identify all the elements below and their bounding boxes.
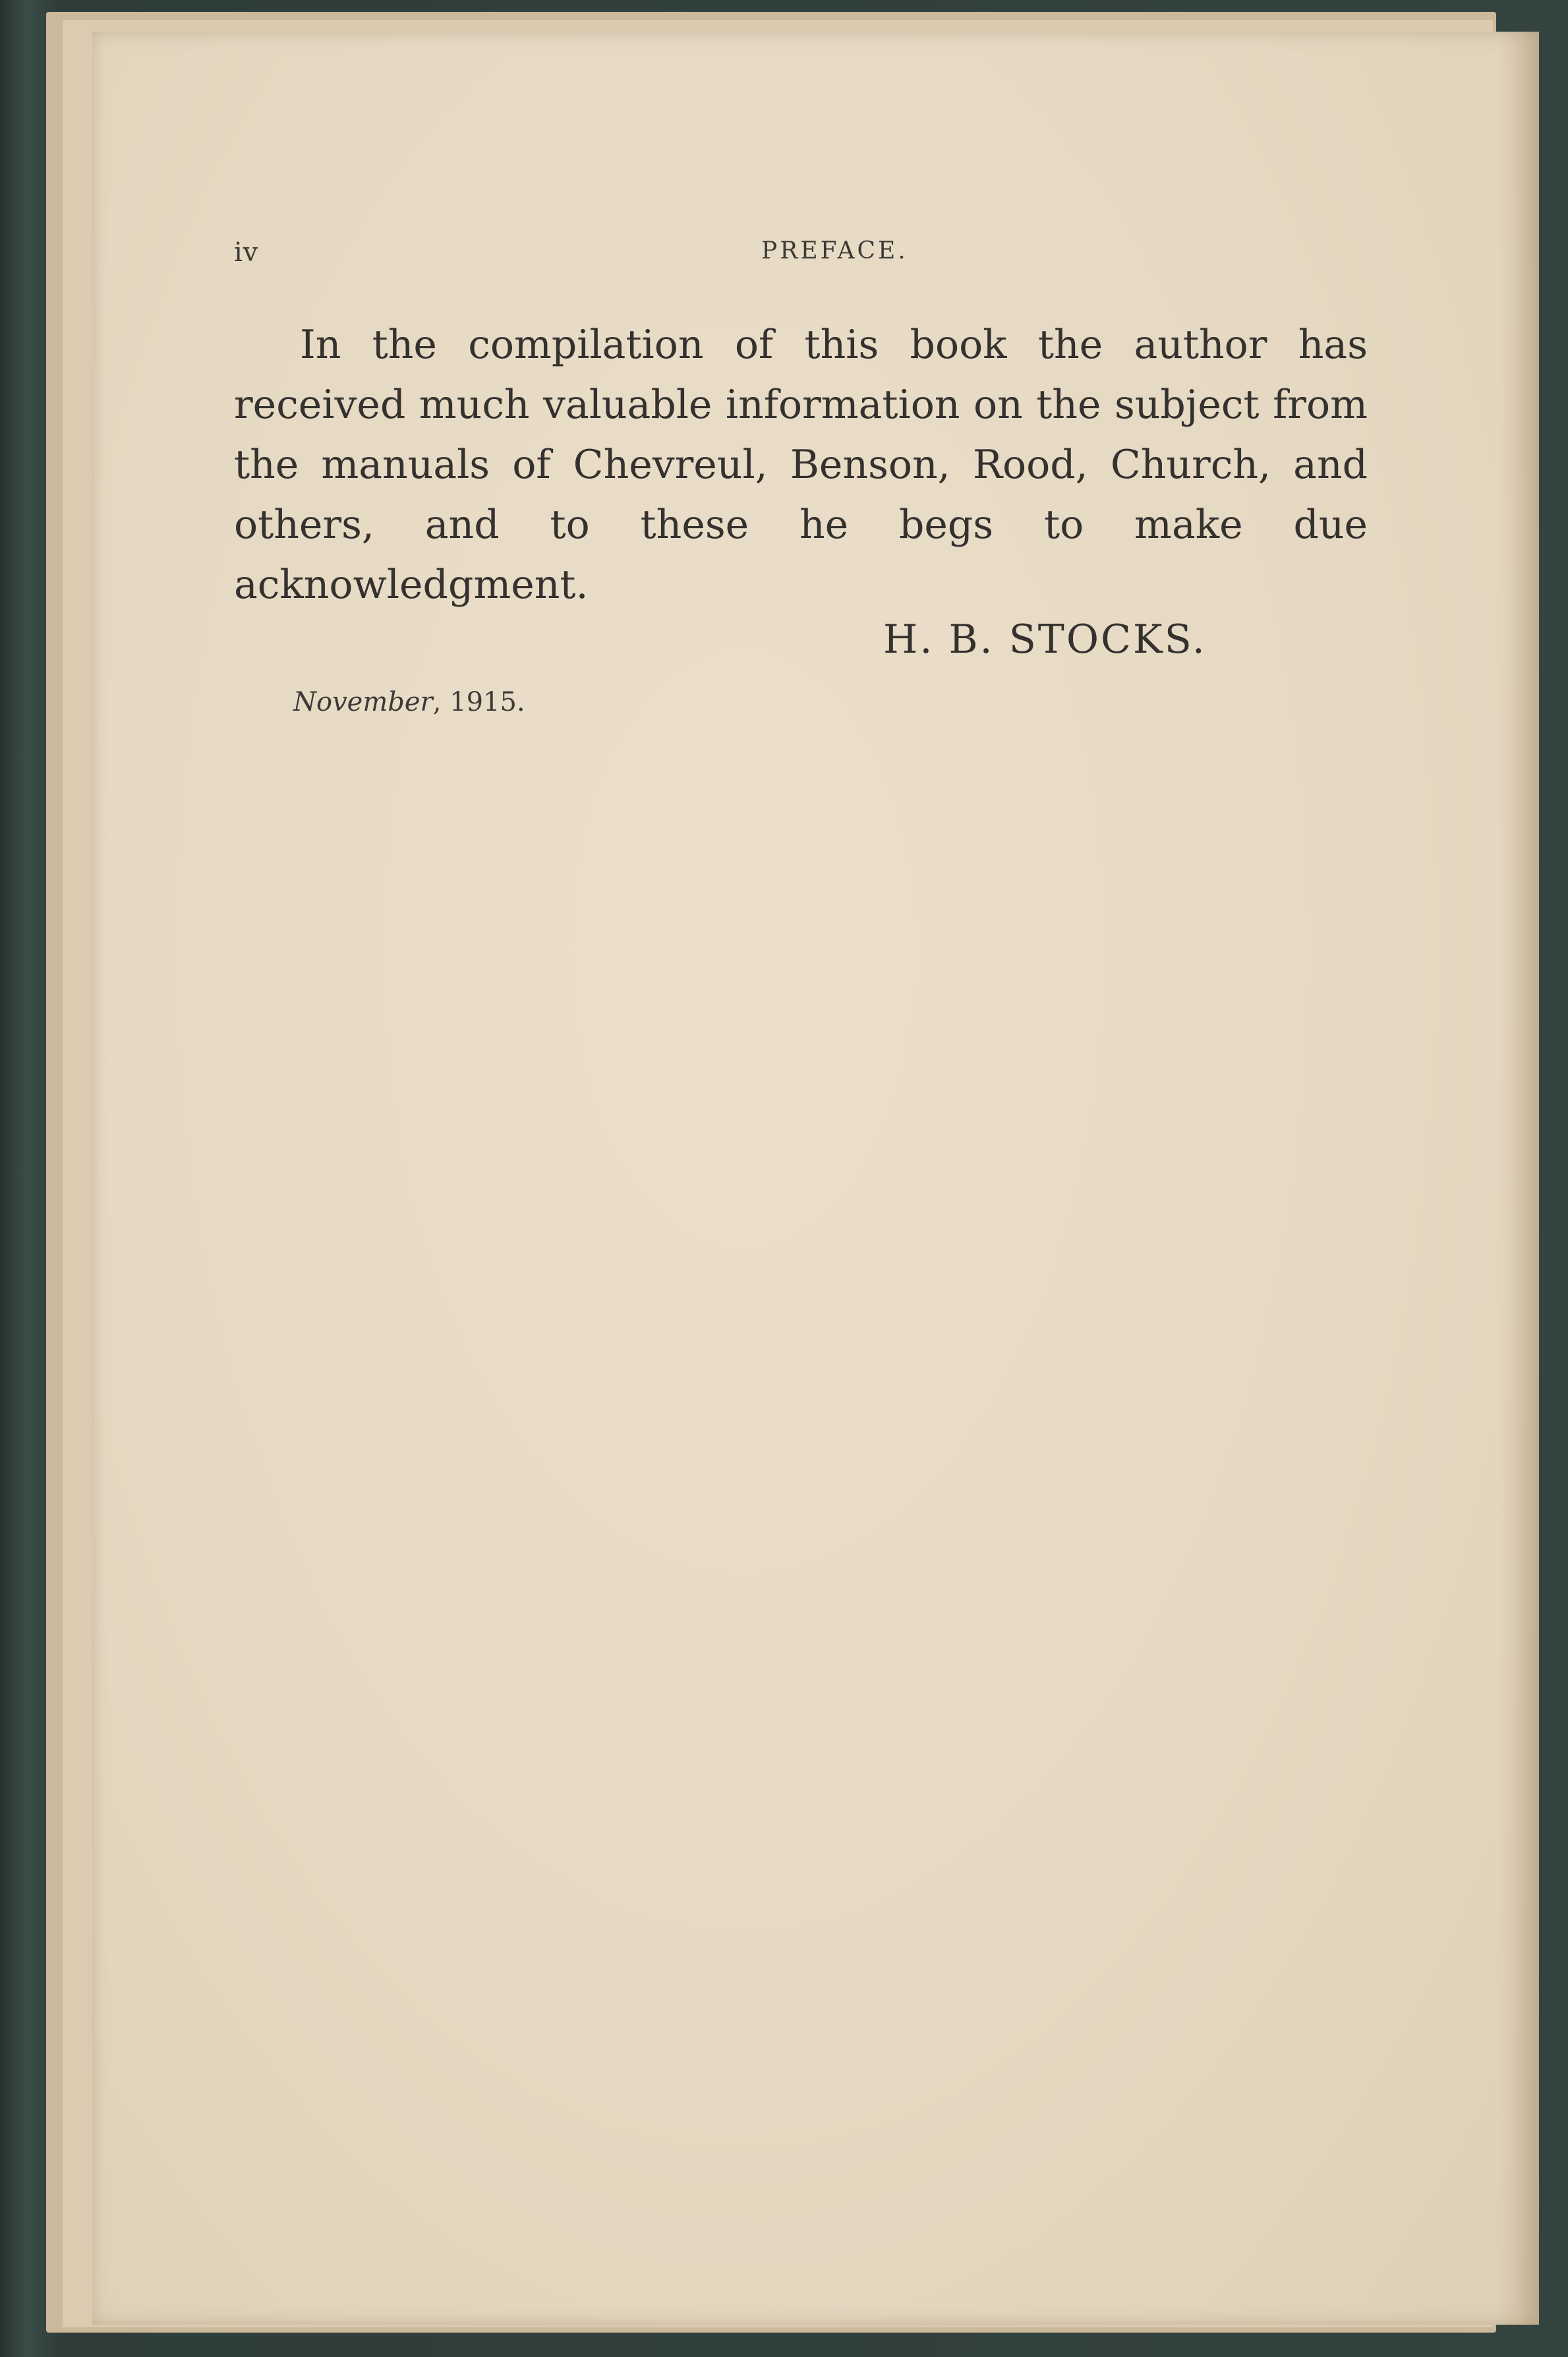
page-number: iv (234, 237, 259, 268)
page-gutter (1499, 32, 1539, 2325)
dateline (293, 687, 525, 717)
dateline-month: November (293, 687, 433, 717)
author-signature: H. B. STOCKS. (883, 616, 1207, 663)
dateline-year: , 1915. (432, 687, 525, 717)
page-header (234, 237, 1315, 277)
preface-paragraph: In the compilation of this book the author has received much valuable information on the subject from the manuals of Chevreul, Benson, Rood, Church, and others, and to these he begs to make due acknowledgment. (234, 322, 1368, 608)
running-title: PREFACE. (761, 237, 908, 264)
